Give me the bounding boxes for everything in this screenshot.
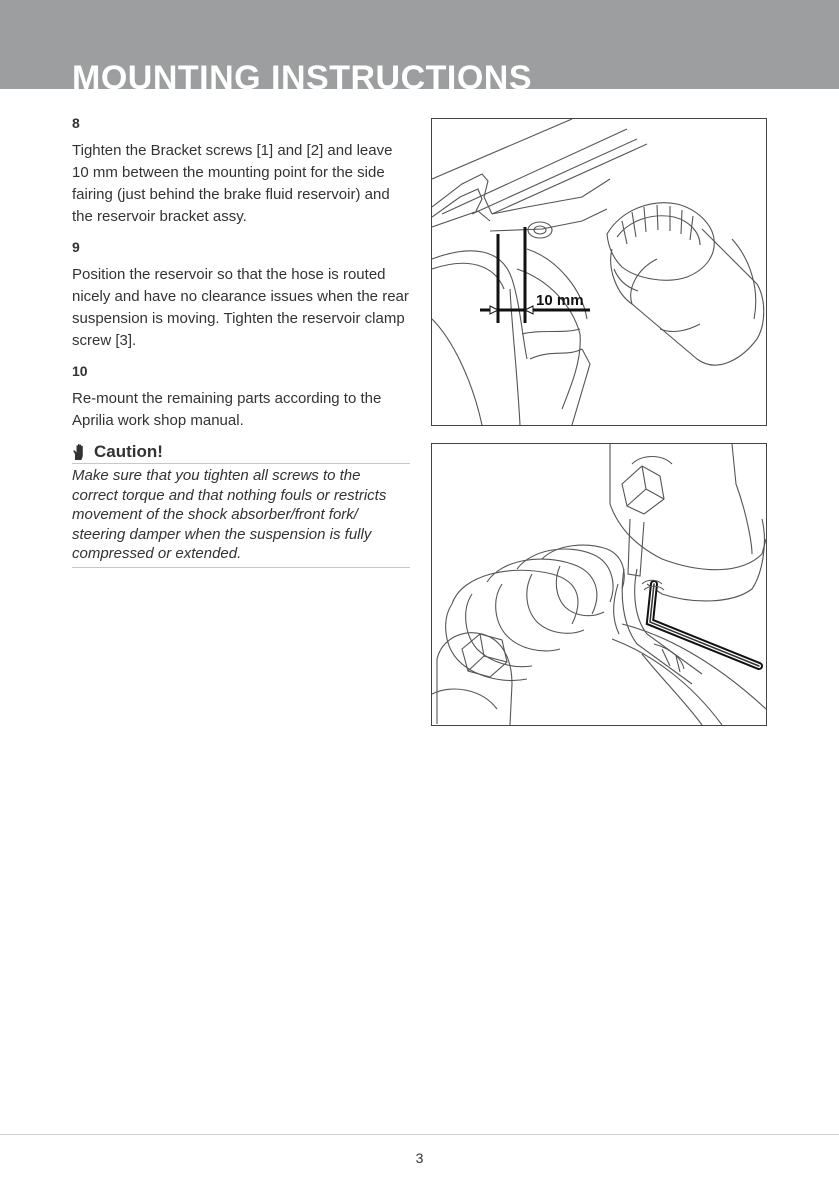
step-text: Position the reservoir so that the hose is routed nicely and have no clearance issues when the rear suspension is moving. Tighten the reservoir clamp screw [3]. [72,266,409,349]
reservoir-illustration [432,119,766,425]
page-title: MOUNTING INSTRUCTIONS [72,59,533,89]
footer-rule [0,1134,839,1135]
caution-text: Make sure that you tighten all screws to the correct torque and that nothing fouls or restricts movement of the shock absorber/front fork/ steering damper when the suspension is fully compressed or extended. [72,464,410,568]
figure-reservoir-gap [431,118,767,426]
caution-box [72,442,410,568]
caution-header [72,442,410,464]
hand-icon [72,443,88,461]
step-text: Re-mount the remaining parts according to the Aprilia work shop manual. [72,390,382,429]
page-number: 3 [415,1150,424,1166]
step-number: 10 [72,363,88,379]
header-band [0,0,839,89]
step-number: 8 [72,115,80,131]
step-number: 9 [72,239,80,255]
caution-title: Caution! [94,442,163,461]
shock-absorber-illustration [432,444,766,725]
figure-shock-absorber [431,443,767,726]
step-text: Tighten the Bracket screws [1] and [2] and leave 10 mm between the mounting point for the side fairing (just behind the brake fluid reservoir) and the reservoir bracket assy. [72,142,393,225]
instructions-column [72,114,410,568]
measure-label: 10 mm [536,292,584,309]
